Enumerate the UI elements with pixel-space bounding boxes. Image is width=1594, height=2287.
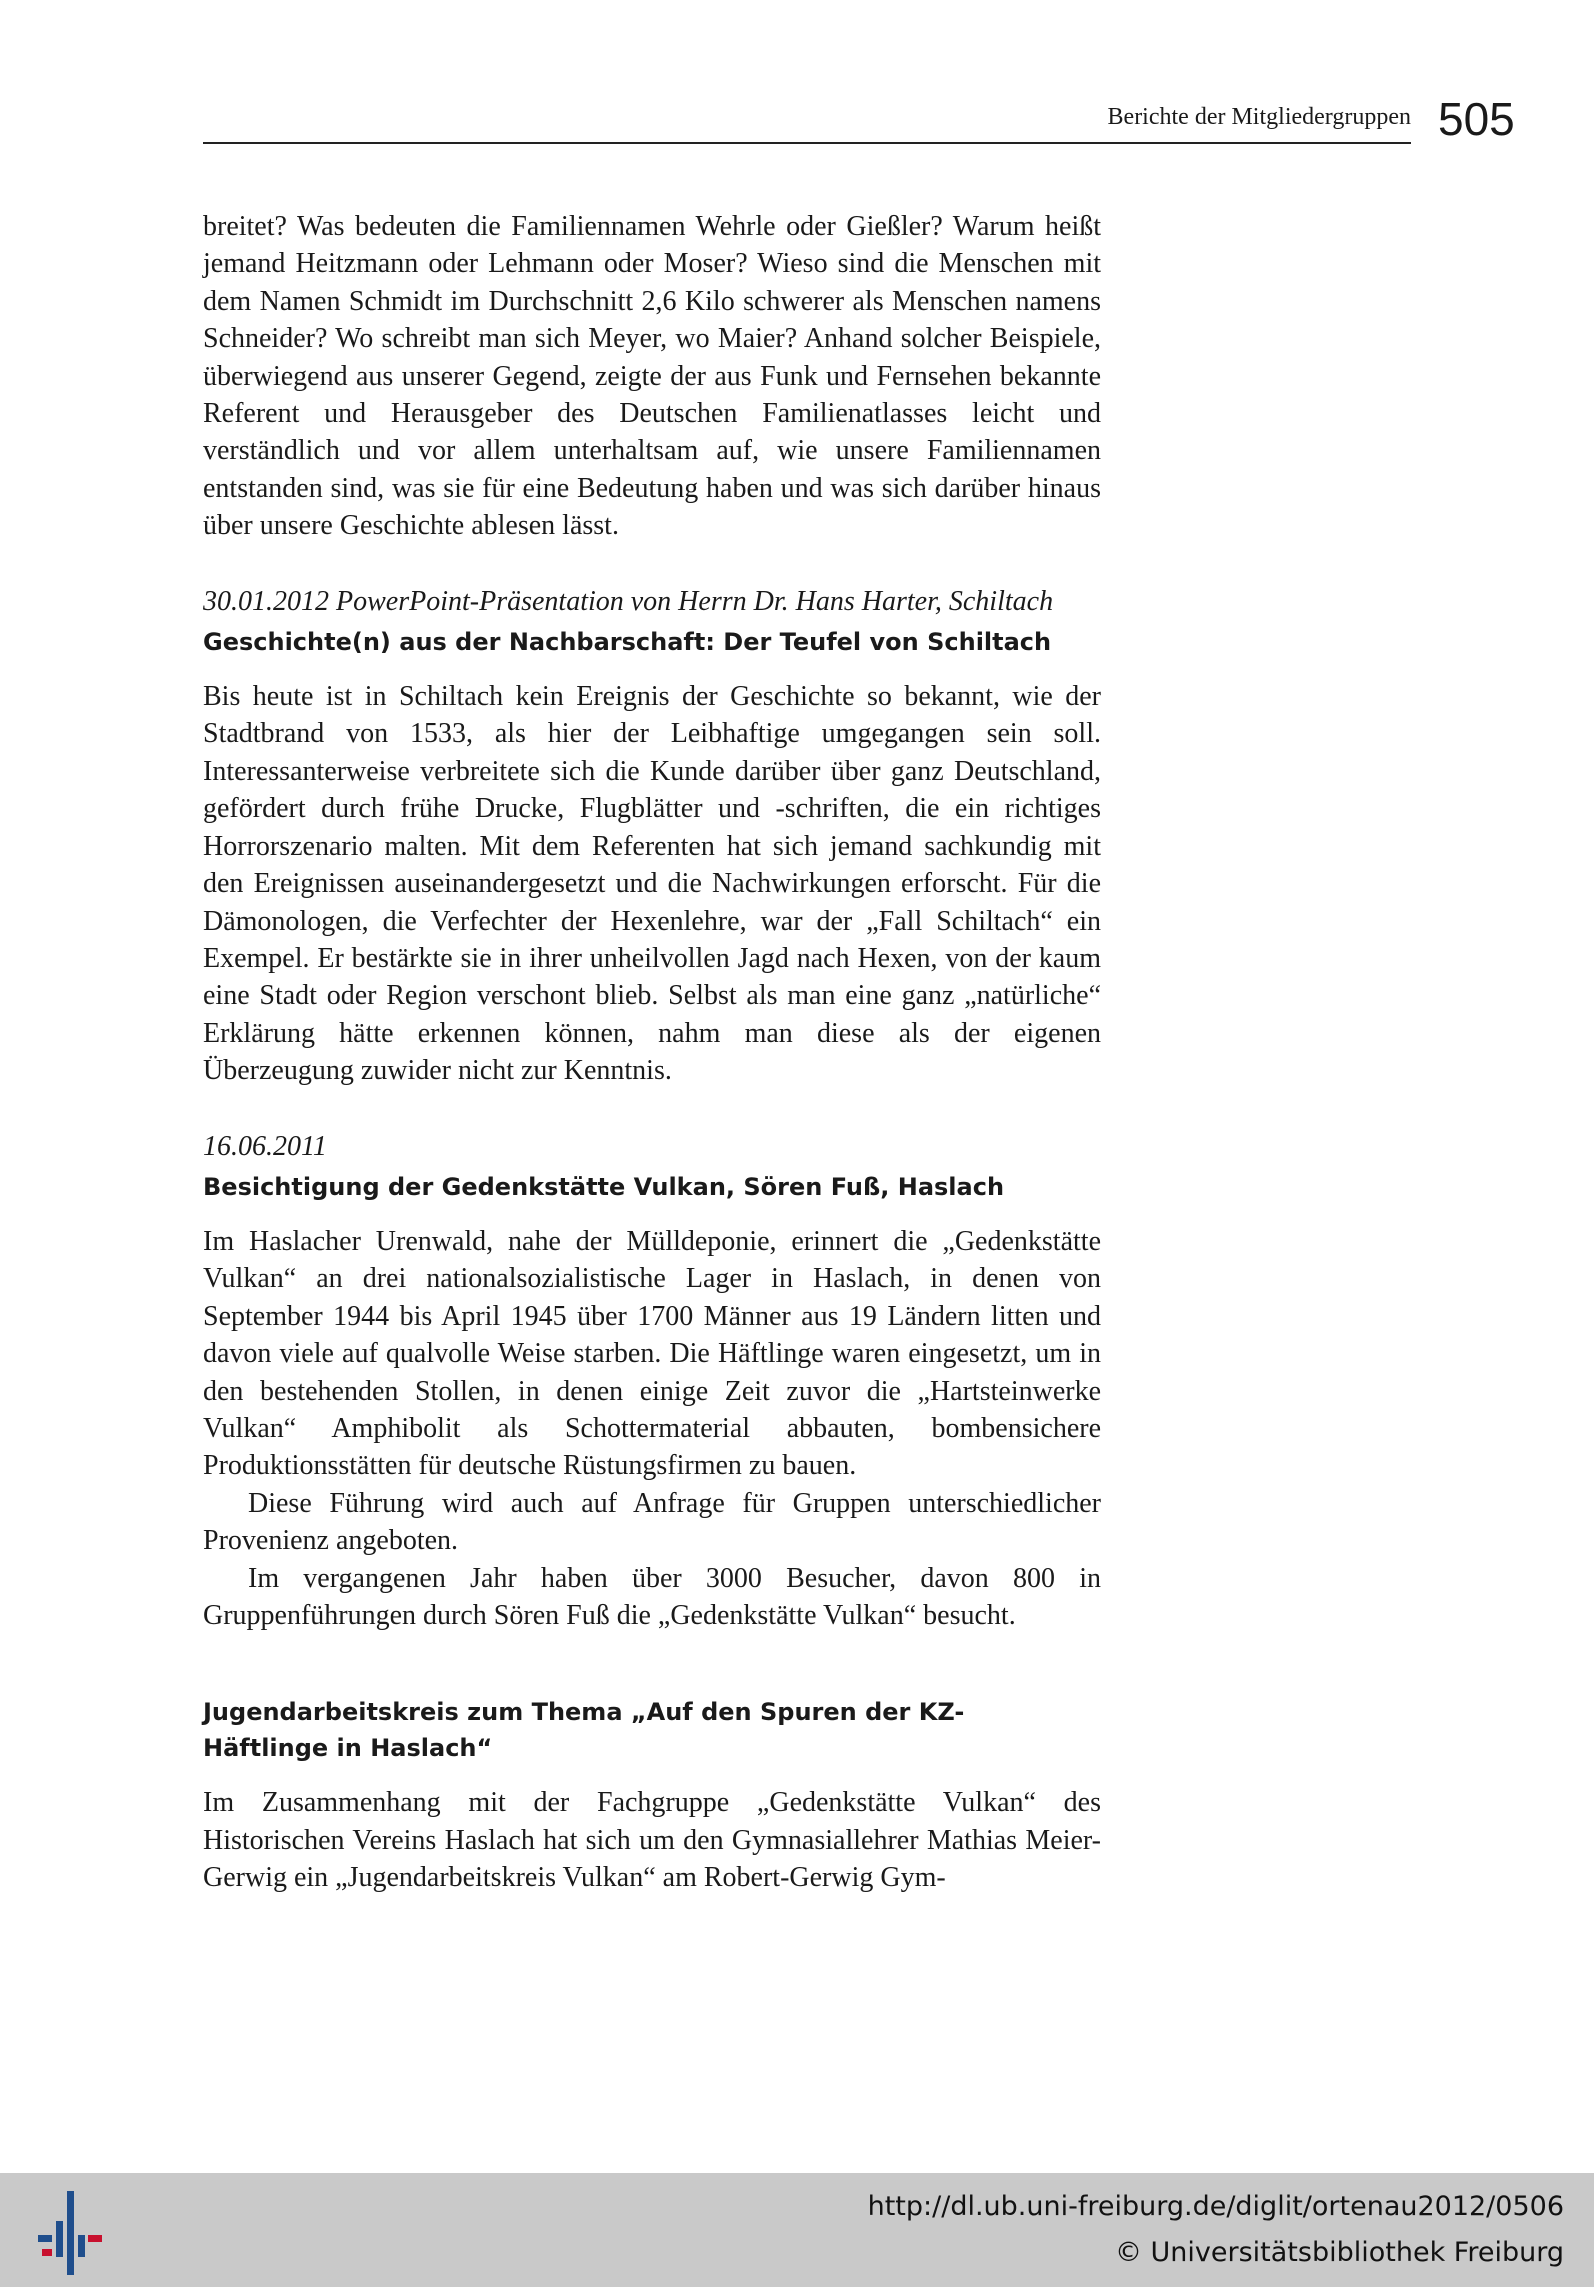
schiltach-paragraph: Bis heute ist in Schiltach kein Ereignis der Geschichte so bekannt, wie der Stadtbrand von 1533, als hier der Leibhaftige umgegangen sein soll. Interessanterweise verbreitete sich die Kunde darüber über ganz Deutschland, gefördert durch frühe Drucke, Flugblätter und -schriften, die ein richtiges Horrorszenario malten. Mit dem Referenten hat sich jemand sachkundig mit den Ereignissen auseinandergesetzt und die Nachwirkungen erforscht. Für die Dämonologen, die Verfechter der Hexenlehre, war der „Fall Schiltach“ ein Exempel. Er bestärkte sie in ihrer unheilvollen Jagd nach Hexen, von der kaum eine Stadt oder Region verschont blieb. Selbst als man eine ganz „natürliche“ Erklärung hätte erkennen können, nahm man diese als der eigenen Überzeugung zuwider nicht zur Kenntnis. — [203, 681, 1101, 1087]
schiltach-meta: 30.01.2012 PowerPoint-Präsentation von Herrn Dr. Hans Harter, Schiltach — [203, 585, 1054, 617]
page-body — [203, 208, 1101, 1897]
vulkan-heading: Besichtigung der Gedenkstätte Vulkan, Sören Fuß, Haslach — [203, 1172, 1005, 1201]
copyright-notice: © Universitätsbibliothek Freiburg — [1114, 2237, 1564, 2268]
running-header — [203, 98, 1411, 144]
source-url[interactable]: http://dl.ub.uni-freiburg.de/diglit/ortenau2012/0506 — [867, 2191, 1564, 2222]
vulkan-paragraph-3: Im vergangenen Jahr haben über 3000 Besucher, davon 800 in Gruppenführungen durch Sören Fuß die „Gedenkstätte Vulkan“ besucht. — [203, 1562, 1101, 1631]
vulkan-paragraph-2: Diese Führung wird auch auf Anfrage für Gruppen unterschiedlicher Provenienz angeboten. — [203, 1487, 1101, 1557]
university-library-logo-icon — [38, 2191, 102, 2275]
vulkan-meta: 16.06.2011 — [203, 1130, 327, 1162]
vulkan-paragraph-1: Im Haslacher Urenwald, nahe der Mülldeponie, erinnert die „Gedenkstätte Vulkan“ an drei nationalsozialistische Lager in Haslach, in denen von September 1944 bis April 1945 über 1700 Männer aus 19 Ländern litten und davon viele auf qualvolle Weise starben. Die Häftlinge waren eingesetzt, um in den bestehenden Stollen, in denen einige Zeit zuvor die „Hartsteinwerke Vulkan“ Amphibolit als Schottermaterial abbauten, bombensichere Produktionsstätten für deutsche Rüstungsfirmen zu bauen. — [203, 1225, 1101, 1482]
schiltach-heading: Geschichte(n) aus der Nachbarschaft: Der Teufel von Schiltach — [203, 628, 1052, 657]
page-number: 505 — [1438, 93, 1515, 145]
jugend-heading: Jugendarbeitskreis zum Thema „Auf den Spuren der KZ-Häftlinge in Haslach“ — [203, 1698, 965, 1763]
running-title: Berichte der Mitgliedergruppen — [1107, 104, 1411, 130]
jugend-paragraph: Im Zusammenhang mit der Fachgruppe „Gedenkstätte Vulkan“ des Historischen Vereins Haslach hat sich um den Gymnasiallehrer Mathias Meier-Gerwig ein „Jugendarbeitskreis Vulkan“ am Robert-Gerwig Gym- — [203, 1787, 1101, 1894]
footer-bar — [0, 2173, 1594, 2287]
intro-paragraph: breitet? Was bedeuten die Familiennamen Wehrle oder Gießler? Warum heißt jemand Heitzmann oder Lehmann oder Moser? Wieso sind die Menschen mit dem Namen Schmidt im Durchschnitt 2,6 Kilo schwerer als Menschen namens Schneider? Wo schreibt man sich Meyer, wo Maier? Anhand solcher Beispiele, überwiegend aus unserer Gegend, zeigte der aus Funk und Fernsehen bekannte Referent und Herausgeber des Deutschen Familienatlasses leicht und verständlich und vor allem unterhaltsam auf, wie unsere Familiennamen entstanden sind, was sie für eine Bedeutung haben und was sich darüber hinaus über unsere Geschichte ablesen lässt. — [203, 211, 1101, 542]
